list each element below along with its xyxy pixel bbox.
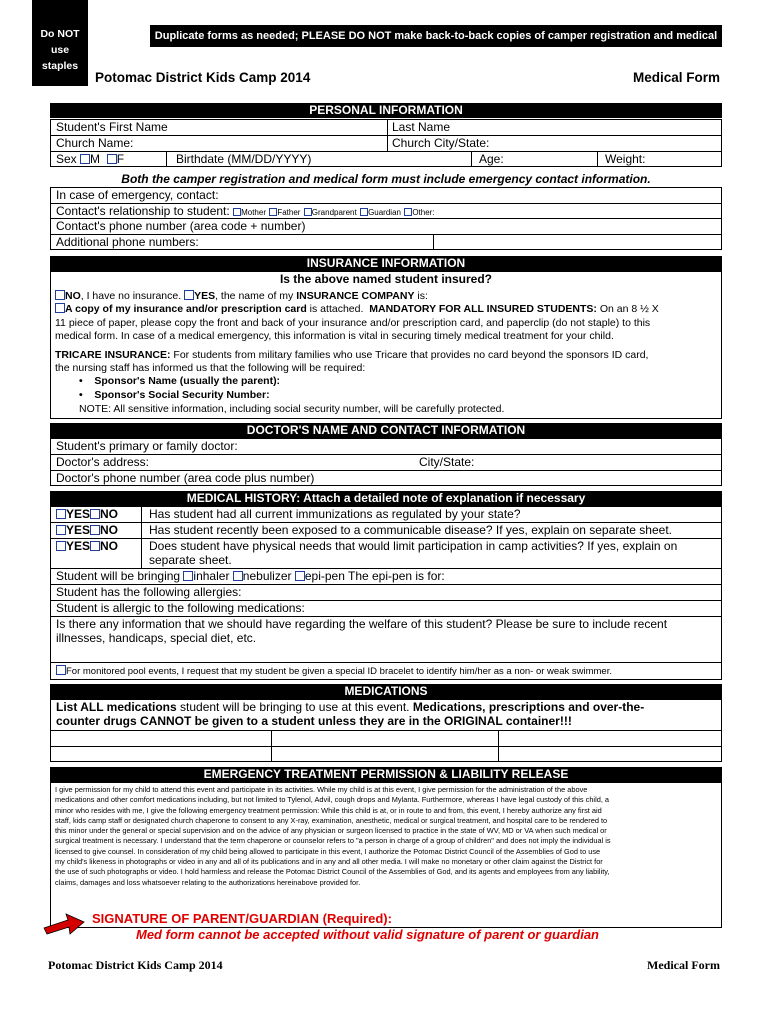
- sex-field: Sex M F: [56, 152, 125, 166]
- history-table: [50, 506, 722, 680]
- mother-checkbox[interactable]: [233, 208, 241, 216]
- q2-yes-checkbox[interactable]: [56, 525, 66, 535]
- pool-checkbox[interactable]: [56, 665, 66, 675]
- insurance-box: [50, 271, 722, 419]
- insurance-heading: INSURANCE INFORMATION: [50, 256, 722, 271]
- insurance-line-1: NO, I have no insurance. YES, the name of my INSURANCE COMPANY is:: [55, 290, 428, 303]
- signature-field[interactable]: SIGNATURE OF PARENT/GUARDIAN (Required):: [92, 911, 392, 926]
- medications-row-1: [51, 731, 721, 747]
- sensitive-note: NOTE: All sensitive information, including social security number, will be carefully protected.: [79, 403, 505, 415]
- personal-row-3: [51, 152, 721, 167]
- personal-row-2: [51, 136, 721, 152]
- history-row-7: [51, 617, 721, 663]
- medications-table: [50, 699, 722, 762]
- emergency-row-2: [51, 204, 721, 219]
- tricare-line-1: TRICARE INSURANCE: For students from military families who use Tricare that provides no card beyond the sponsors ID card,: [55, 349, 649, 361]
- history-row-4: [51, 569, 721, 585]
- doctor-heading: DOCTOR'S NAME AND CONTACT INFORMATION: [50, 423, 722, 438]
- medications-notice: [51, 700, 721, 731]
- insurance-line-2: A copy of my insurance and/or prescription card is attached. MANDATORY FOR ALL INSURED STUDENTS: On an 8 ½ X: [55, 303, 659, 316]
- form-title: Medical Form: [632, 70, 720, 85]
- doctor-city-field[interactable]: City/State:: [419, 455, 475, 469]
- inhaler-checkbox[interactable]: [183, 571, 193, 581]
- doctor-row-1: [51, 439, 721, 455]
- staples-note: Do NOT use staples: [32, 0, 88, 86]
- personal-heading: PERSONAL INFORMATION: [50, 103, 722, 118]
- sponsor-name-item[interactable]: • Sponsor's Name (usually the parent):: [79, 375, 281, 387]
- q1-yes-checkbox[interactable]: [56, 509, 66, 519]
- guardian-checkbox[interactable]: [360, 208, 368, 216]
- q3-text: Does student have physical needs that would limit participation in camp activities? If yes, explain on separate sheet.: [149, 539, 678, 567]
- medications-text: List ALL medications student will be bringing to use at this event. Medications, prescriptions and over-the- counter drugs CANNOT be given to a student unless they are in the ORIGINAL container!!!: [56, 700, 645, 728]
- emergency-row-1: [51, 188, 721, 204]
- doctor-phone-field[interactable]: Doctor's phone number (area code plus number): [56, 471, 315, 485]
- additional-phone-field[interactable]: Additional phone numbers:: [56, 235, 199, 249]
- footer-form-title: Medical Form: [647, 958, 720, 972]
- bringing-field: Student will be bringing inhaler nebulizer epi-pen The epi-pen is for:: [56, 569, 445, 583]
- emergency-table: [50, 187, 722, 250]
- male-checkbox[interactable]: [80, 154, 90, 164]
- q3-answer: YES NO: [51, 539, 118, 568]
- doctor-row-3: [51, 471, 721, 486]
- allergies-field[interactable]: Student has the following allergies:: [56, 585, 242, 599]
- last-name-field[interactable]: Last Name: [392, 120, 451, 134]
- weight-field[interactable]: Weight:: [605, 152, 646, 166]
- female-checkbox[interactable]: [107, 154, 117, 164]
- q3-yes-checkbox[interactable]: [56, 541, 66, 551]
- yes-insurance-checkbox[interactable]: [184, 290, 194, 300]
- sponsor-ssn-item[interactable]: • Sponsor's Social Security Number:: [79, 389, 270, 401]
- q1-answer: YES NO: [51, 507, 118, 522]
- footer-camp-title: Potomac District Kids Camp 2014: [48, 958, 223, 972]
- history-row-2: [51, 523, 721, 539]
- q2-answer: YES NO: [51, 523, 118, 538]
- emergency-row-3: [51, 219, 721, 235]
- q1-no-checkbox[interactable]: [90, 509, 100, 519]
- history-heading: MEDICAL HISTORY: Attach a detailed note of explanation if necessary: [50, 491, 722, 506]
- no-insurance-checkbox[interactable]: [55, 290, 65, 300]
- release-text: I give permission for my child to attend this event and participate in its activities. While my child is at this event, I give permission for the administration of the above medications and other comfort medications including, but not limited to Tylenol, Advil, cough drops and Mylanta. Furthermore, whereas I have legal custody of this child, a minor who resides with me, I give the following emergency treatment permission: While this child is at, or in route to and from, this event, I hereby authorize any first aid staff, kids camp staff or designated church chaperone to consent to any X-ray, examination, anesthetic, medical or surgical treatment, and hospital care to be rendered to this minor under the general or special supervision and on the advice of any physician or surgeon licensed to practice in the state of WV, MD or VA when such medical or surgical treatment is necessary. I understand that the term chaperone or counselor refers to "a person in charge of a group of children" and does not imply the individual is licensed to give counsel. In consideration of my child being allowed to participate in this event, I authorize the Potomac District Council of the Assemblies of God to use my child's likeness in photographs or video in any and all of its publications and in any and all other media. I will make no monetary or other claim against the District for the use of such photographs or video. I hold harmless and release the Potomac District Council of the Assemblies of God, and its agents and employees from any liability, claims, damages and loss whatsoever relating to the authorizations hereinabove provided for.: [55, 785, 611, 887]
- age-field[interactable]: Age:: [479, 152, 504, 166]
- history-row-1: [51, 507, 721, 523]
- insurance-line-3: 11 piece of paper, please copy the front and back of your insurance and/or prescription card, and paperclip (do not staple) to this: [55, 317, 651, 329]
- pool-field: For monitored pool events, I request that my student be given a special ID bracelet to identify him/her as a non- or weak swimmer.: [51, 665, 612, 682]
- nebulizer-checkbox[interactable]: [233, 571, 243, 581]
- duplicate-note: Duplicate forms as needed; PLEASE DO NOT make back-to-back copies of camper registration and medical form: [150, 25, 722, 47]
- signature-warning: Med form cannot be accepted without valid signature of parent or guardian: [136, 927, 599, 942]
- insurance-line-4: medical form. In case of a medical emergency, this information is vital in securing timely medical treatment for your child.: [55, 330, 614, 342]
- history-row-6: [51, 601, 721, 617]
- church-name-field[interactable]: Church Name:: [56, 136, 134, 150]
- history-row-8: [51, 663, 721, 680]
- personal-table: [50, 119, 722, 167]
- q2-text: Has student recently been exposed to a communicable disease? If yes, explain on separate sheet.: [149, 523, 672, 537]
- release-box: [50, 782, 722, 927]
- doctor-name-field[interactable]: Student's primary or family doctor:: [56, 439, 238, 453]
- q2-no-checkbox[interactable]: [90, 525, 100, 535]
- other-info-field[interactable]: Is there any information that we should have regarding the welfare of this student? Please be sure to include recent illnesses, handicaps, special diet, etc.: [56, 617, 668, 645]
- doctor-row-2: [51, 455, 721, 471]
- insurance-question: Is the above named student insured?: [279, 272, 493, 286]
- q1-text: Has student had all current immunizations as regulated by your state?: [149, 507, 521, 521]
- personal-row-1: [51, 120, 721, 136]
- medications-row-2: [51, 747, 721, 762]
- first-name-field[interactable]: Student's First Name: [56, 120, 168, 134]
- q3-no-checkbox[interactable]: [90, 541, 100, 551]
- relationship-field: Contact's relationship to student: Mother Father Grandparent Guardian Other:: [56, 204, 435, 218]
- grandparent-checkbox[interactable]: [304, 208, 312, 216]
- camp-title: Potomac District Kids Camp 2014: [95, 70, 311, 85]
- history-row-3: [51, 539, 721, 569]
- tricare-line-2: the nursing staff has informed us that the following will be required:: [55, 362, 366, 374]
- contact-phone-field[interactable]: Contact's phone number (area code + number): [56, 219, 306, 233]
- card-attached-checkbox[interactable]: [55, 303, 65, 313]
- release-heading: EMERGENCY TREATMENT PERMISSION & LIABILITY RELEASE: [50, 767, 722, 782]
- history-row-5: [51, 585, 721, 601]
- med-allergies-field[interactable]: Student is allergic to the following medications:: [56, 601, 305, 615]
- epipen-checkbox[interactable]: [295, 571, 305, 581]
- medications-heading: MEDICATIONS: [50, 684, 722, 699]
- doctor-address-field[interactable]: Doctor's address:: [56, 455, 149, 469]
- emergency-row-4: [51, 235, 721, 250]
- birthdate-field[interactable]: Birthdate (MM/DD/YYYY): [176, 152, 312, 166]
- arrow-right-icon: [40, 912, 90, 940]
- emergency-notice: Both the camper registration and medical form must include emergency contact information.: [121, 172, 651, 186]
- emergency-contact-field[interactable]: In case of emergency, contact:: [56, 188, 219, 202]
- doctor-table: [50, 438, 722, 486]
- church-city-field[interactable]: Church City/State:: [392, 136, 490, 150]
